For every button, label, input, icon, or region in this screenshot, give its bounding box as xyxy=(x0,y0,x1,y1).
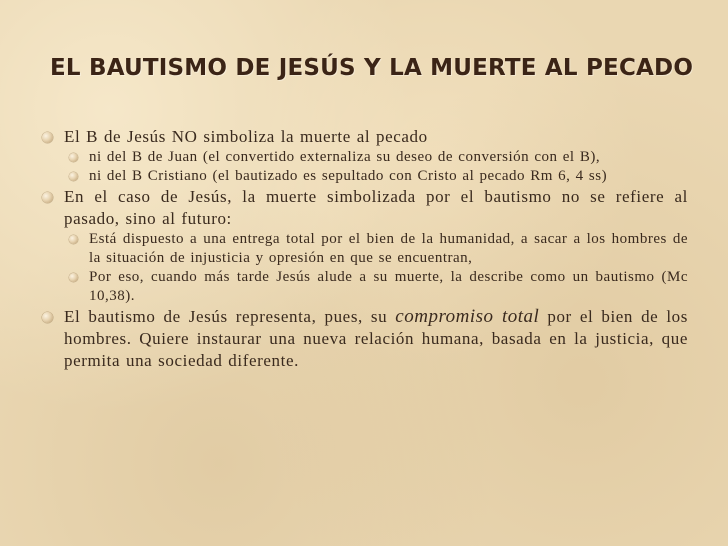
bullet-3-text-before: El bautismo de Jesús representa, pues, su xyxy=(64,307,396,326)
bullet-dot-icon xyxy=(42,192,53,203)
bullet-1-sub-2 xyxy=(89,167,688,186)
bullet-2-sub-2-text: Por eso, cuando más tarde Jesús alude a su muerte, la describe como un bautismo (Mc 10,38). xyxy=(89,269,688,304)
bullet-1-text: El B de Jesús NO simboliza la muerte al pecado xyxy=(64,127,428,146)
bullet-dot-icon xyxy=(42,132,53,143)
bullet-1 xyxy=(64,126,688,148)
bullet-2-sub-2 xyxy=(89,268,688,306)
slide-title: EL BAUTISMO DE JESÚS Y LA MUERTE AL PECADO xyxy=(50,55,694,81)
bullet-3-text-after: por el bien de los hombres. Quiere instaurar una nueva relación humana, basada en la justicia, que permita una sociedad diferente. xyxy=(64,307,689,370)
bullet-1-sub-2-text: ni del B Cristiano (el bautizado es sepultado con Cristo al pecado Rm 6, 4 ss) xyxy=(89,168,608,184)
bullet-2 xyxy=(64,186,688,230)
bullet-1-sub-1-text: ni del B de Juan (el convertido externaliza su deseo de conversión con el B), xyxy=(89,149,601,165)
sub-bullet-dot-icon xyxy=(69,235,78,244)
sub-bullet-dot-icon xyxy=(69,273,78,282)
sub-bullet-dot-icon xyxy=(69,172,78,181)
bullet-3-emphasis: compromiso total xyxy=(395,306,540,327)
bullet-2-sub-1-text: Está dispuesto a una entrega total por el bien de la humanidad, a sacar a los hombres de la situación de injusticia y opresión en que se encuentran, xyxy=(89,231,688,266)
bullet-dot-icon xyxy=(42,312,53,323)
bullet-3 xyxy=(64,306,688,372)
bullet-1-sub-1 xyxy=(89,148,688,167)
bullet-2-sub-1 xyxy=(89,230,688,268)
slide-content xyxy=(0,126,728,372)
sub-bullet-dot-icon xyxy=(69,153,78,162)
bullet-2-text: En el caso de Jesús, la muerte simbolizada por el bautismo no se refiere al pasado, sino al futuro: xyxy=(64,187,688,228)
